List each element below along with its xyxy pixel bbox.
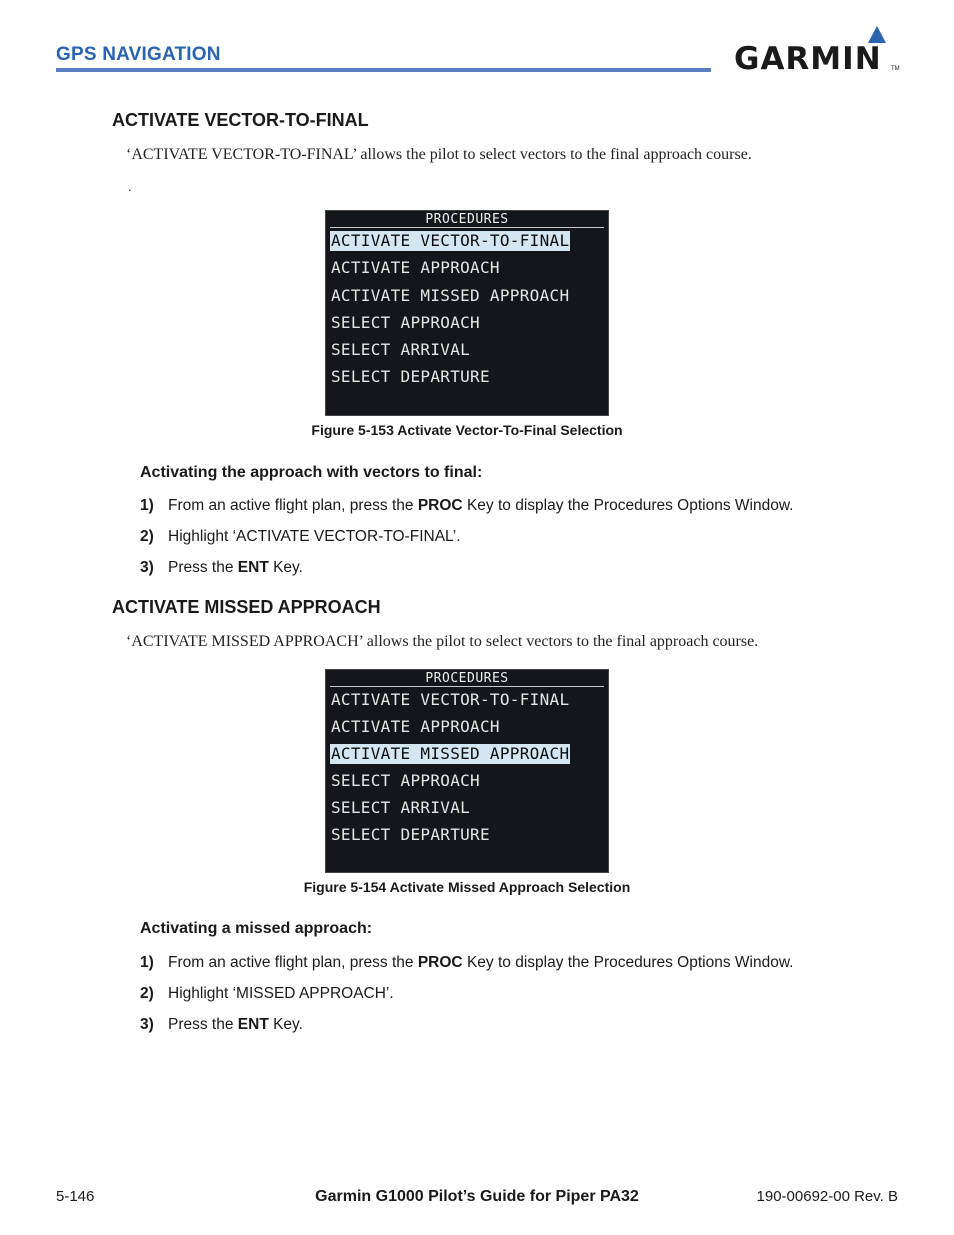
section-title: GPS NAVIGATION bbox=[56, 44, 221, 65]
trademark-mark: TM bbox=[891, 66, 900, 72]
footer-page-number: 5-146 bbox=[56, 1188, 95, 1205]
step-2 bbox=[140, 528, 461, 546]
footer-doc-number: 190-00692-00 Rev. B bbox=[756, 1188, 898, 1205]
menu-item-activate-missed-approach[interactable]: ACTIVATE MISSED APPROACH bbox=[331, 744, 570, 763]
description-vector-to-final: ‘ACTIVATE VECTOR-TO-FINAL’ allows the pilot to select vectors to the final approach course. bbox=[126, 146, 752, 163]
step-3 bbox=[140, 559, 303, 577]
step-number: 1) bbox=[140, 954, 154, 971]
step-text: Key. bbox=[268, 1016, 303, 1033]
menu-item-select-approach[interactable]: SELECT APPROACH bbox=[331, 313, 480, 332]
screen-title: PROCEDURES bbox=[425, 671, 509, 686]
procedure-title-missed-approach: Activating a missed approach: bbox=[140, 920, 373, 937]
heading-activate-missed-approach: ACTIVATE MISSED APPROACH bbox=[112, 597, 381, 617]
step-1 bbox=[140, 497, 793, 515]
step-2 bbox=[140, 985, 394, 1003]
key-name: ENT bbox=[237, 1016, 269, 1033]
step-number: 1) bbox=[140, 497, 154, 514]
screen-title-rule bbox=[330, 227, 604, 228]
step-text: From an active flight plan, press the bbox=[168, 954, 418, 971]
figure-caption-153: Figure 5-153 Activate Vector-To-Final Selection bbox=[311, 422, 623, 438]
screen-title: PROCEDURES bbox=[425, 212, 509, 227]
figure-caption-154: Figure 5-154 Activate Missed Approach Selection bbox=[303, 879, 631, 895]
step-text: Highlight ‘ACTIVATE VECTOR-TO-FINAL’. bbox=[168, 528, 461, 545]
menu-item-select-departure[interactable]: SELECT DEPARTURE bbox=[331, 367, 490, 386]
description-missed-approach: ‘ACTIVATE MISSED APPROACH’ allows the pilot to select vectors to the final approach course. bbox=[126, 633, 759, 650]
step-3 bbox=[140, 1016, 303, 1034]
garmin-logo-text: GARMIN bbox=[734, 41, 882, 77]
stray-mark: . bbox=[128, 180, 132, 194]
header-rule bbox=[56, 68, 711, 72]
step-number: 3) bbox=[140, 559, 154, 576]
menu-item-select-arrival[interactable]: SELECT ARRIVAL bbox=[331, 340, 471, 359]
step-number: 3) bbox=[140, 1016, 154, 1033]
step-1 bbox=[140, 954, 793, 972]
key-name: ENT bbox=[237, 559, 269, 576]
step-text: Highlight ‘MISSED APPROACH’. bbox=[168, 985, 394, 1002]
footer-guide-title: Garmin G1000 Pilot’s Guide for Piper PA32 bbox=[315, 1188, 639, 1205]
procedures-screen-2 bbox=[325, 669, 609, 873]
menu-item-activate-vector-to-final[interactable]: ACTIVATE VECTOR-TO-FINAL bbox=[331, 690, 570, 709]
step-text: Key to display the Procedures Options Window. bbox=[462, 497, 794, 514]
menu-item-activate-vector-to-final[interactable]: ACTIVATE VECTOR-TO-FINAL bbox=[331, 231, 570, 250]
procedures-screen-1 bbox=[325, 210, 609, 416]
menu-item-activate-missed-approach[interactable]: ACTIVATE MISSED APPROACH bbox=[331, 286, 570, 305]
step-text: Key to display the Procedures Options Window. bbox=[462, 954, 794, 971]
screen-title-rule bbox=[330, 686, 604, 687]
menu-item-activate-approach[interactable]: ACTIVATE APPROACH bbox=[331, 717, 500, 736]
heading-activate-vector-to-final: ACTIVATE VECTOR-TO-FINAL bbox=[112, 110, 369, 130]
key-name: PROC bbox=[417, 497, 463, 514]
step-text: Press the bbox=[168, 559, 238, 576]
step-number: 2) bbox=[140, 528, 154, 545]
step-number: 2) bbox=[140, 985, 154, 1002]
garmin-logo bbox=[734, 26, 900, 78]
step-text: Press the bbox=[168, 1016, 238, 1033]
menu-item-select-arrival[interactable]: SELECT ARRIVAL bbox=[331, 798, 471, 817]
step-text: From an active flight plan, press the bbox=[168, 497, 418, 514]
menu-item-select-departure[interactable]: SELECT DEPARTURE bbox=[331, 825, 490, 844]
procedure-title-vector-to-final: Activating the approach with vectors to final: bbox=[140, 464, 483, 481]
menu-item-select-approach[interactable]: SELECT APPROACH bbox=[331, 771, 480, 790]
menu-item-activate-approach[interactable]: ACTIVATE APPROACH bbox=[331, 258, 500, 277]
step-text: Key. bbox=[268, 559, 303, 576]
key-name: PROC bbox=[417, 954, 463, 971]
